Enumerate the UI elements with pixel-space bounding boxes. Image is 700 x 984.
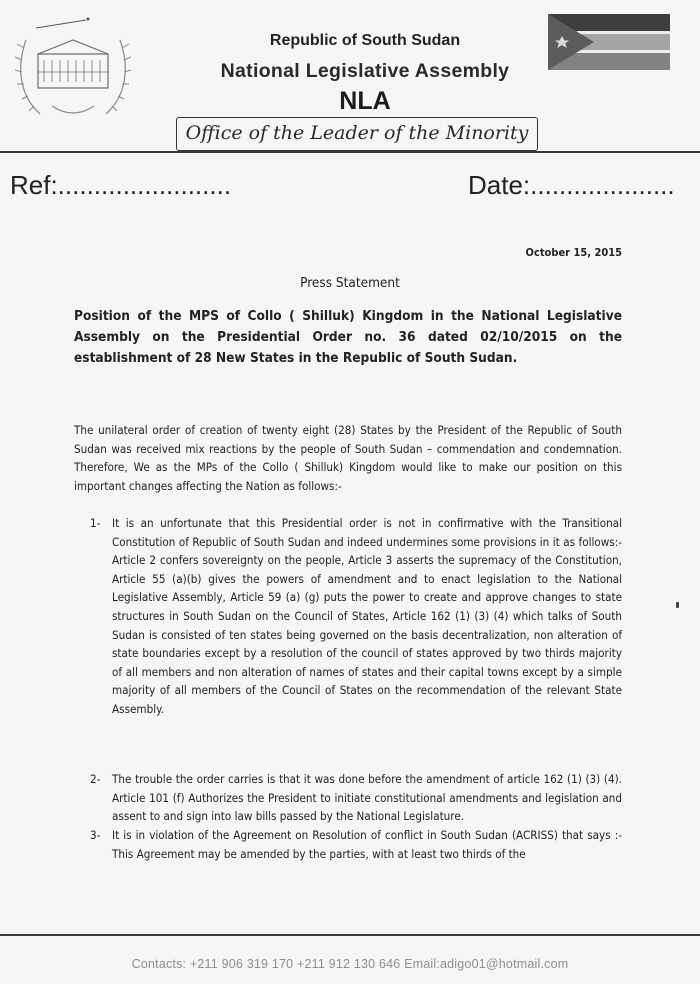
subject-line: Position of the MPS of Collo ( Shilluk) Kingdom in the National Legislative Assembly on the Presidential Order no. 36 dated 02/10/2015 on the establishment of 28 New States in the Republic of South Sudan. [74, 308, 622, 366]
list-item [90, 826, 622, 863]
list-item-number: 1- [90, 516, 101, 530]
office-title: Office of the Leader of the Minority [176, 117, 538, 151]
list-item-text: It is in violation of the Agreement on Resolution of conflict in South Sudan (ACRISS) that says :- This Agreement may be amended by the parties, with at least two thirds of the [112, 828, 622, 861]
republic-name: Republic of South Sudan [269, 32, 461, 49]
list-item-text: The trouble the order carries is that it was done before the amendment of article 162 (1) (3) (4). Article 101 (f) Authorizes the President to initiate constitutional amendments and legislation and assent to and sign into law bills passed by the National Legislature. [112, 772, 622, 824]
ref-field: Ref:........................ [10, 170, 232, 200]
press-statement-heading: Press Statement [300, 275, 400, 291]
intro-paragraph: The unilateral order of creation of twenty eight (28) States by the President of the Republic of South Sudan was received mix reactions by the people of South Sudan – commendation and condemnation. Therefore, We as the MPs of the Collo ( Shilluk) Kingdom would like to make our position on this important changes affecting the Nation as follows:- [74, 423, 622, 493]
list-item-number: 2- [90, 772, 101, 786]
footer-contacts: Contacts: +211 906 319 170 +211 912 130 646 Email:adigo01@hotmail.com [131, 957, 569, 971]
parliament-emblem-icon [12, 10, 134, 126]
letter-date: October 15, 2015 [525, 246, 622, 259]
footer-divider [0, 934, 700, 936]
scan-mark [676, 602, 679, 608]
assembly-abbreviation: NLA [339, 87, 391, 115]
date-field: Date:.................... [468, 170, 675, 200]
list-item [90, 770, 622, 826]
list-item [90, 514, 622, 719]
list-item-text: It is an unfortunate that this Presidential order is not in confirmative with the Transitional Constitution of Republic of South Sudan and indeed undermines some provisions in it as follows:- Article 2 confers sovereignty on the people, Article 3 asserts the supremacy of the Constitution, Article 55 (a)(b) gives the powers of amendment and to enact legislation to the National Legislative Assembly, Article 59 (a) (g) puts the power to create and approve changes to state structures in South Sudan on the Council of States, Article 162 (1) (3) (4) which talks of South Sudan is consisted of ten states being governed on the basis decentralization, non alteration of state boundaries except by a resolution of the council of states approved by two thirds majority of all members and non alteration of names of states and their capital towns except by a simple majority of all members of the Council of States on the recommendation of the relevant State Assembly. [112, 516, 622, 716]
assembly-name: National Legislative Assembly [220, 60, 510, 82]
list-item-number: 3- [90, 828, 101, 842]
header-divider [0, 151, 700, 153]
